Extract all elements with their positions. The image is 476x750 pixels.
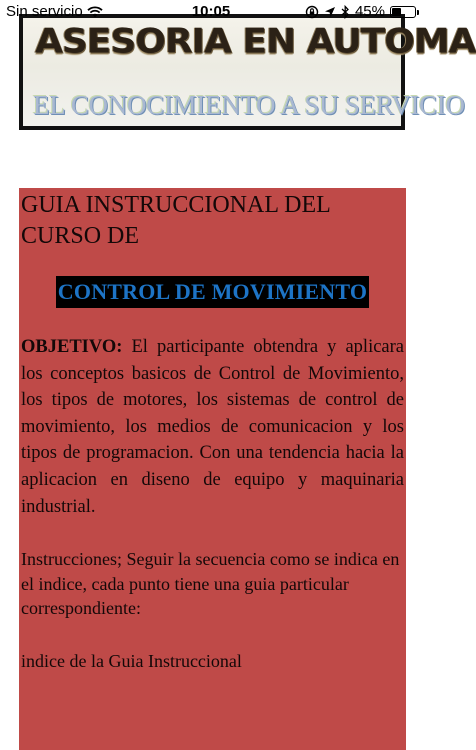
course-title-container xyxy=(21,276,404,310)
objective-paragraph xyxy=(21,334,404,520)
battery-percent: 45% xyxy=(354,3,385,20)
battery-icon xyxy=(390,6,416,18)
status-right xyxy=(305,3,416,20)
index-link[interactable]: indice de la Guia Instruccional xyxy=(21,650,242,671)
rotation-lock-icon xyxy=(305,5,319,19)
course-title: CONTROL DE MOVIMIENTO xyxy=(56,276,369,308)
objective-label: OBJETIVO: xyxy=(21,337,123,357)
guide-heading: GUIA INSTRUCCIONAL DEL CURSO DE xyxy=(21,192,330,249)
carrier-label: Sin servicio xyxy=(6,3,83,20)
banner-subtitle: EL CONOCIMIENTO A SU SERVICIO xyxy=(33,90,465,120)
battery-fill xyxy=(392,8,401,16)
guide-content-panel xyxy=(19,188,406,750)
bluetooth-icon xyxy=(341,5,350,19)
banner-title: ASESORIA EN AUTOMA xyxy=(35,22,476,61)
status-time: 10:05 xyxy=(191,3,231,20)
location-icon xyxy=(324,6,336,18)
header-banner-image xyxy=(19,14,476,130)
status-bar xyxy=(0,0,422,24)
objective-text: El participante obtendra y aplicara los conceptos basicos de Control de Movimiento, los tipos de motores, los sistemas de control de movimiento, los medios de comunicacion y los tipos de programacion. Con una tendencia hacia la aplicacion en diseno de equipo y maquinaria industrial. xyxy=(21,337,404,517)
instructions-paragraph: Instrucciones; Seguir la secuencia como se indica en el indice, cada punto tiene una guia particular correspondiente: xyxy=(21,549,400,619)
